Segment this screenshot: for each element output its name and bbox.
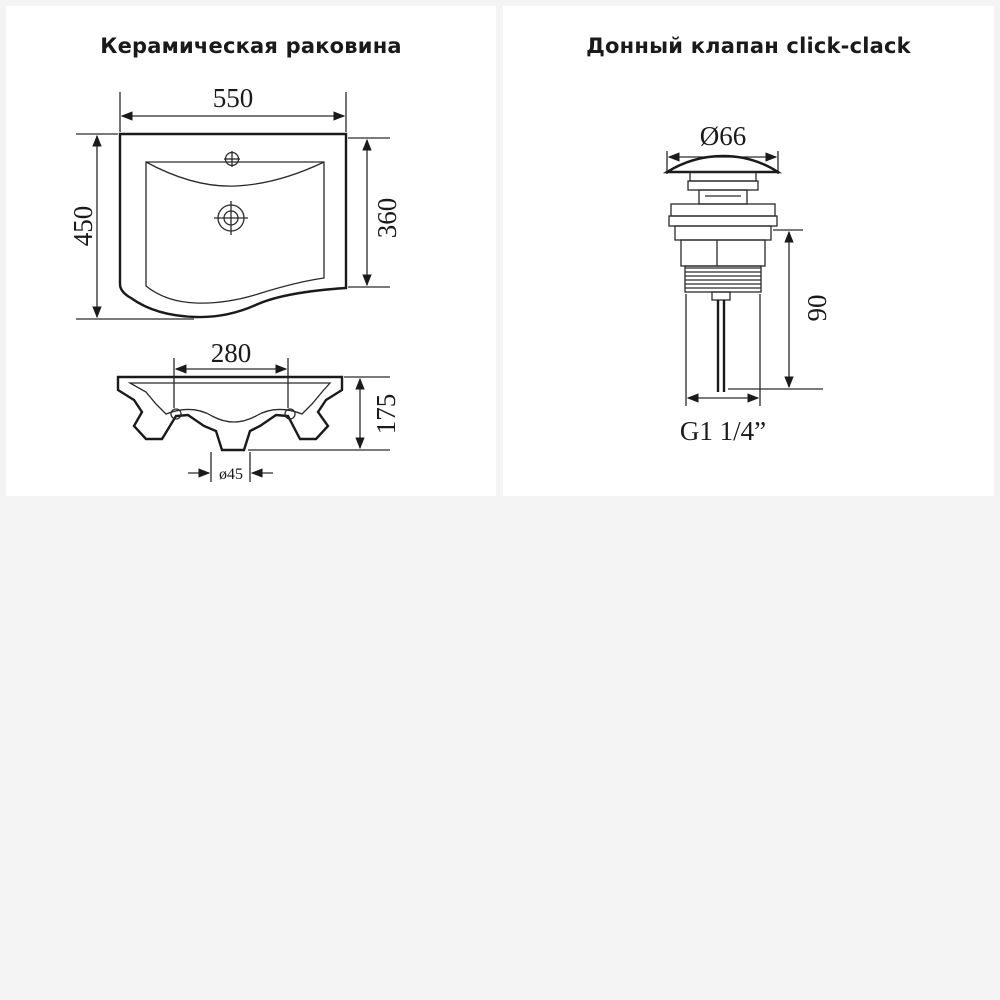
dim-inner-label: 360	[372, 197, 402, 239]
sink-title: Керамическая раковина	[100, 34, 402, 58]
dimension-holes	[174, 338, 288, 408]
dim-drain-label: ø45	[219, 466, 243, 483]
dimension-inner	[348, 138, 402, 287]
dim-width-label: 550	[212, 83, 254, 113]
dimension-width	[120, 83, 346, 132]
valve-body	[667, 156, 778, 392]
sink-panel	[6, 6, 496, 496]
dim-valve-height-label: 90	[802, 294, 832, 322]
valve-title: Донный клапан click-clack	[586, 34, 911, 58]
dim-depth-label: 450	[68, 205, 98, 247]
valve-drawing	[503, 6, 994, 496]
sink-top-view	[120, 134, 346, 317]
thread-label: G1 1/4”	[679, 416, 767, 446]
dim-holes-label: 280	[210, 338, 252, 368]
dimension-valve-height	[728, 230, 832, 389]
valve-panel	[503, 6, 994, 496]
dimension-drain	[188, 452, 273, 483]
sink-drawing	[6, 6, 496, 496]
dimension-diameter	[667, 121, 778, 174]
dimension-height	[248, 377, 401, 450]
sink-section-view	[118, 377, 342, 450]
dim-diameter-label: Ø66	[699, 121, 747, 151]
dim-height-label: 175	[371, 393, 401, 435]
